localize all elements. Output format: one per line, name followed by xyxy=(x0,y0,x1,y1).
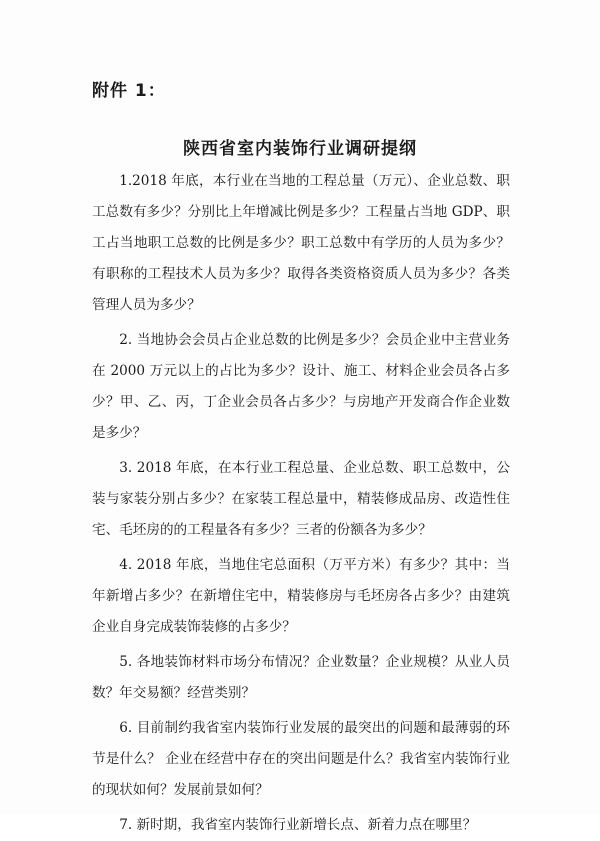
paragraph-1: 1.2018 年底，本行业在当地的工程总量（万元）、企业总数、职工总数有多少？分别比上年增减比例是多少？工程量占当地 GDP、职工占当地职工总数的比例是多少？职工总数中有学历的人员为多少？有职称的工程技术人员为多少？取得各类资格资质人员为多少？各类管理人员为多少？ xyxy=(92,173,510,313)
paragraph-7: 7. 新时期，我省室内装饰行业新增长点、新着力点在哪里？ xyxy=(119,817,477,833)
paragraph-3: 3. 2018 年底，在本行业工程总量、企业总数、职工总数中，公装与家装分别占多少？在家装工程总量中，精装修成品房、改造性住宅、毛坯房的的工程量各有多少？三者的份额各为多少？ xyxy=(92,460,510,538)
attachment-label: 附件 1： xyxy=(92,81,166,101)
paragraph-5: 5. 各地装饰材料市场分布情况？企业数量？企业规模？从业人员数？年交易额？经营类别？ xyxy=(92,654,510,701)
document-body xyxy=(92,166,510,841)
paragraph-6: 6. 目前制约我省室内装饰行业发展的最突出的问题和最薄弱的环节是什么？ 企业在经营中存在的突出问题是什么？我省室内装饰行业的现状如何？发展前景如何？ xyxy=(92,720,510,798)
paragraph-4: 4. 2018 年底，当地住宅总面积（万平方米）有多少？其中：当年新增占多少？在新增住宅中，精装修房与毛坯房各占多少？由建筑企业自身完成装饰装修的占多少？ xyxy=(92,557,510,635)
paragraph-2: 2. 当地协会会员占企业总数的比例是多少？会员企业中主营业务在 2000 万元以上的占比为多少？设计、施工、材料企业会员各占多少？甲、乙、丙，丁企业会员各占多少？与房地产开发商合作企业数是多少？ xyxy=(92,332,510,441)
document-title: 陕西省室内装饰行业调研提纲 xyxy=(183,139,417,159)
